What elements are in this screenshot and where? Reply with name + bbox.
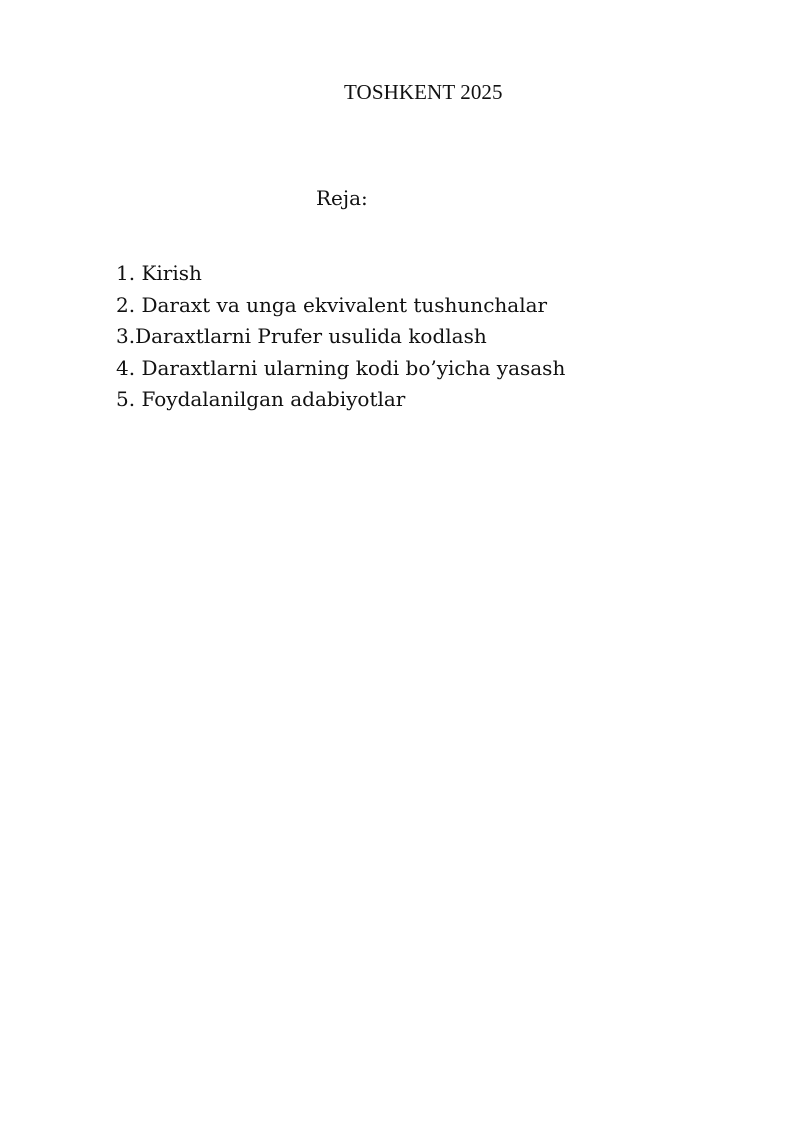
plan-item-introduction: 1. Kirish — [116, 261, 202, 285]
plan-heading: Reja: — [316, 186, 368, 210]
plan-item-trees-from-code: 4. Daraxtlarni ularning kodi bo’yicha yasash — [116, 355, 566, 380]
plan-item-prufer-coding: 3.Daraxtlarni Prufer usulida kodlash — [116, 324, 487, 348]
city-year-heading: TOSHKENT 2025 — [344, 80, 503, 104]
plan-item-trees-equivalent-concepts: 2. Daraxt va unga ekvivalent tushunchalar — [116, 292, 548, 317]
plan-item-references: 5. Foydalanilgan adabiyotlar — [116, 387, 406, 411]
plan-list — [116, 258, 565, 416]
